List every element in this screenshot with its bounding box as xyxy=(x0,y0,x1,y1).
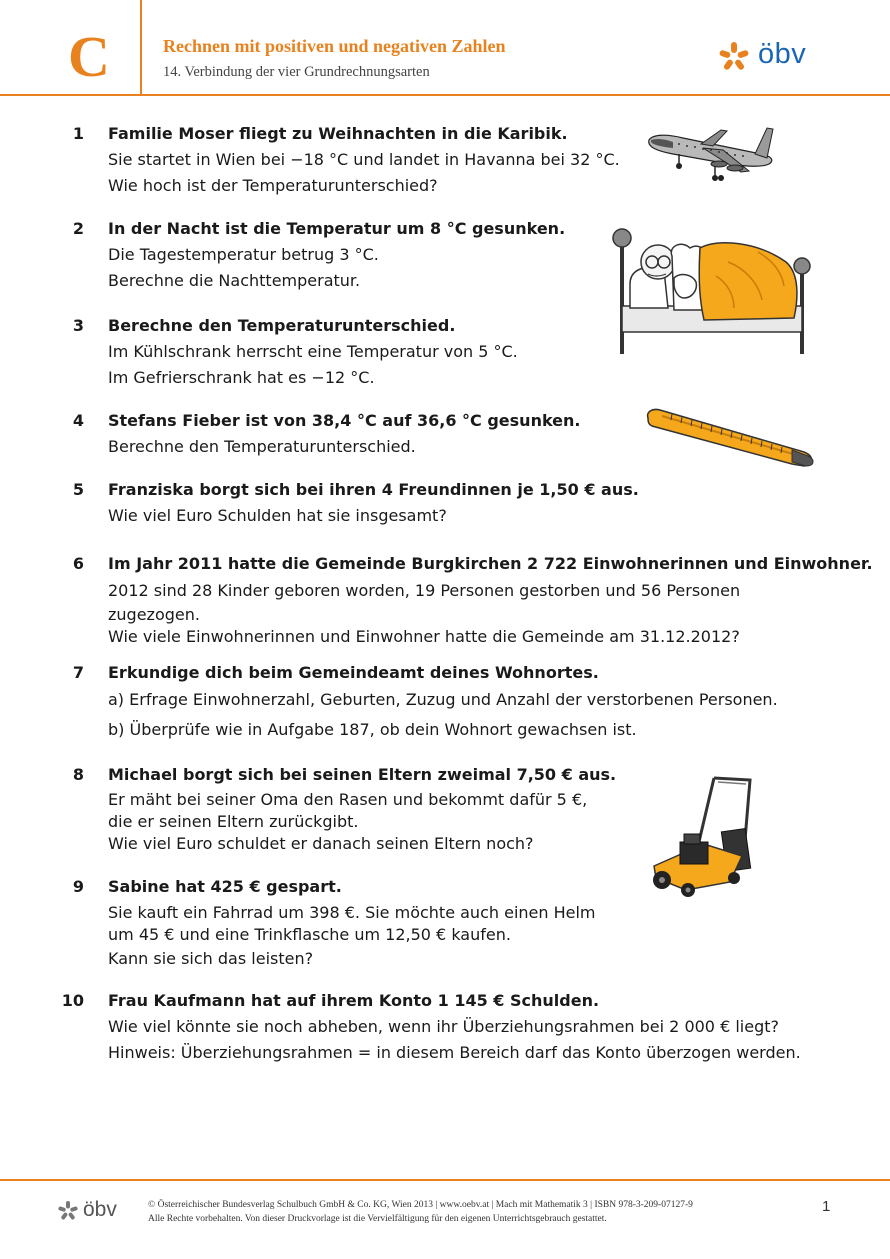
obv-logo-icon xyxy=(57,1200,79,1222)
copyright-notice xyxy=(148,1198,693,1226)
task-line: Kann sie sich das leisten? xyxy=(108,949,314,968)
copyright-line: Alle Rechte vorbehalten. Von dieser Druckvorlage ist die Vervielfältigung für den eigenen Unterrichtsgebrauch gestattet. xyxy=(148,1214,607,1224)
task-line: die er seinen Eltern zurückgibt. xyxy=(108,812,359,831)
task-number: 8 xyxy=(72,765,84,784)
obv-logo-text: öbv xyxy=(758,38,807,70)
task-question: Stefans Fieber ist von 38,4 °C auf 36,6 °C gesunken. xyxy=(108,411,581,430)
task-line: b) Überprüfe wie in Aufgabe 187, ob dein Wohnort gewachsen ist. xyxy=(108,720,637,739)
task-number: 9 xyxy=(72,877,84,896)
task-line: Berechne die Nachttemperatur. xyxy=(108,271,361,290)
copyright-line: © Österreichischer Bundesverlag Schulbuch GmbH & Co. KG, Wien 2013 | www.oebv.at | Mach mit Mathematik 3 | ISBN 978-3-209-07127-9 xyxy=(148,1200,693,1210)
task-line: zugezogen. xyxy=(108,605,200,624)
page-title: Rechnen mit positiven und negativen Zahlen xyxy=(163,36,506,56)
lawn-mower-illustration xyxy=(646,774,756,898)
obv-logo-text: öbv xyxy=(83,1198,117,1221)
task-number: 2 xyxy=(72,219,84,238)
task-line: Berechne den Temperaturunterschied. xyxy=(108,437,416,456)
task-line: Hinweis: Überziehungsrahmen = in diesem Bereich darf das Konto überzogen werden. xyxy=(108,1043,801,1062)
task-number: 10 xyxy=(61,991,84,1010)
task-question: Im Jahr 2011 hatte die Gemeinde Burgkirchen 2 722 Einwohnerinnen und Einwohner. xyxy=(108,554,873,573)
task-line: um 45 € und eine Trinkflasche um 12,50 € kaufen. xyxy=(108,925,511,944)
page-number: 1 xyxy=(822,1198,831,1215)
task-question: Franziska borgt sich bei ihren 4 Freundinnen je 1,50 € aus. xyxy=(108,480,639,499)
task-question: Frau Kaufmann hat auf ihrem Konto 1 145 € Schulden. xyxy=(108,991,600,1010)
task-question: Familie Moser fliegt zu Weihnachten in die Karibik. xyxy=(108,124,568,143)
task-line: Die Tagestemperatur betrug 3 °C. xyxy=(108,245,379,264)
header-divider-vertical xyxy=(140,0,142,94)
page-subtitle: 14. Verbindung der vier Grundrechnungsarten xyxy=(163,64,430,80)
task-line: Wie hoch ist der Temperaturunterschied? xyxy=(108,176,438,195)
task-question: Erkundige dich beim Gemeindeamt deines Wohnortes. xyxy=(108,663,599,682)
task-line: Sie startet in Wien bei −18 °C und landet in Havanna bei 32 °C. xyxy=(108,150,620,169)
footer-divider xyxy=(0,1179,890,1181)
task-line: Wie viel Euro schuldet er danach seinen Eltern noch? xyxy=(108,834,534,853)
task-number: 3 xyxy=(72,316,84,335)
task-line: Er mäht bei seiner Oma den Rasen und bekommt dafür 5 €, xyxy=(108,790,588,809)
task-line: Wie viel könnte sie noch abheben, wenn ihr Überziehungsrahmen bei 2 000 € liegt? xyxy=(108,1017,779,1036)
task-line: 2012 sind 28 Kinder geboren worden, 19 Personen gestorben und 56 Personen xyxy=(108,581,741,600)
task-number: 4 xyxy=(72,411,84,430)
task-number: 7 xyxy=(72,663,84,682)
task-number: 6 xyxy=(72,554,84,573)
thermometer-illustration xyxy=(642,404,818,470)
airplane-illustration xyxy=(643,120,783,186)
task-question: Sabine hat 425 € gespart. xyxy=(108,877,342,896)
task-line: Im Kühlschrank herrscht eine Temperatur von 5 °C. xyxy=(108,342,518,361)
task-number: 1 xyxy=(72,124,84,143)
header-divider xyxy=(0,94,890,96)
task-line: Sie kauft ein Fahrrad um 398 €. Sie möchte auch einen Helm xyxy=(108,903,596,922)
section-letter: C xyxy=(68,24,110,89)
task-question: Michael borgt sich bei seinen Eltern zweimal 7,50 € aus. xyxy=(108,765,617,784)
sleeping-person-bed-illustration xyxy=(608,222,820,356)
task-line: Im Gefrierschrank hat es −12 °C. xyxy=(108,368,375,387)
task-line: Wie viele Einwohnerinnen und Einwohner hatte die Gemeinde am 31.12.2012? xyxy=(108,627,740,646)
task-line: a) Erfrage Einwohnerzahl, Geburten, Zuzug und Anzahl der verstorbenen Personen. xyxy=(108,690,778,709)
task-number: 5 xyxy=(72,480,84,499)
task-line: Wie viel Euro Schulden hat sie insgesamt? xyxy=(108,506,447,525)
task-question: Berechne den Temperaturunterschied. xyxy=(108,316,456,335)
task-question: In der Nacht ist die Temperatur um 8 °C gesunken. xyxy=(108,219,566,238)
